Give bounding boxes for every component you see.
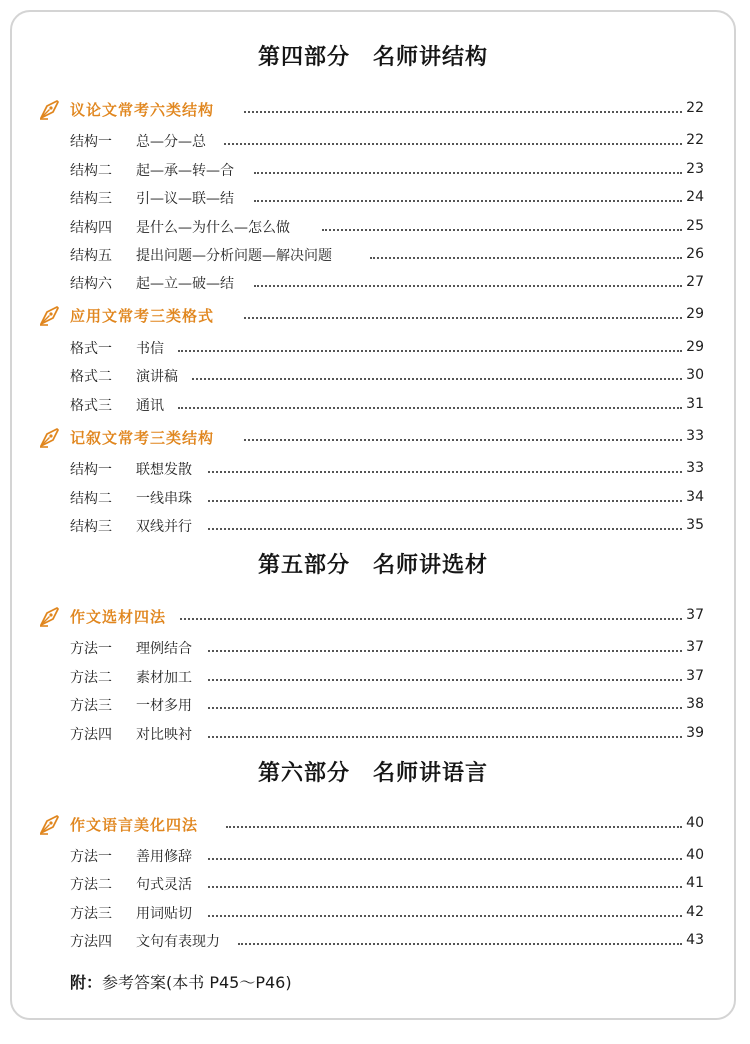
dot-leader bbox=[244, 439, 682, 441]
item-label: 结构一 bbox=[70, 462, 112, 478]
item-title: 素材加工 bbox=[136, 670, 192, 686]
item-label: 方法一 bbox=[70, 849, 112, 865]
toc-item[interactable] bbox=[12, 485, 734, 511]
item-title: 善用修辞 bbox=[136, 849, 192, 865]
pen-nib-icon bbox=[38, 425, 62, 449]
page-number: 40 bbox=[686, 815, 704, 831]
dot-leader bbox=[254, 172, 682, 174]
toc-item[interactable] bbox=[12, 392, 734, 418]
item-title: 演讲稿 bbox=[136, 369, 178, 385]
toc-item[interactable] bbox=[12, 513, 734, 539]
section-label: 应用文常考三类格式 bbox=[70, 307, 215, 325]
toc-item[interactable] bbox=[12, 843, 734, 869]
item-title: 联想发散 bbox=[136, 462, 192, 478]
toc-item[interactable] bbox=[12, 335, 734, 361]
item-label: 方法一 bbox=[70, 641, 112, 657]
item-label: 结构二 bbox=[70, 491, 112, 507]
part-title: 第四部分 名师讲结构 bbox=[257, 45, 488, 70]
toc-item[interactable] bbox=[12, 871, 734, 897]
dot-leader bbox=[208, 500, 682, 502]
toc-item[interactable] bbox=[12, 900, 734, 926]
item-label: 方法二 bbox=[70, 670, 112, 686]
pen-nib-icon bbox=[38, 604, 62, 628]
page-number: 29 bbox=[686, 306, 704, 322]
item-title: 起—立—破—结 bbox=[136, 276, 234, 292]
item-title: 是什么—为什么—怎么做 bbox=[136, 220, 290, 236]
toc-section[interactable] bbox=[12, 424, 734, 450]
item-label: 结构三 bbox=[70, 519, 112, 535]
page-number: 43 bbox=[686, 932, 704, 948]
dot-leader bbox=[178, 350, 682, 352]
dot-leader bbox=[226, 826, 682, 828]
dot-leader bbox=[208, 915, 682, 917]
dot-leader bbox=[208, 707, 682, 709]
appendix-text: 参考答案(本书 P45～P46) bbox=[102, 973, 292, 992]
toc-item[interactable] bbox=[12, 363, 734, 389]
item-label: 格式三 bbox=[70, 398, 112, 414]
page-number: 42 bbox=[686, 904, 704, 920]
page-number: 33 bbox=[686, 428, 704, 444]
toc-section[interactable] bbox=[12, 811, 734, 837]
part-title: 第六部分 名师讲语言 bbox=[257, 761, 488, 786]
dot-leader bbox=[254, 200, 682, 202]
section-label: 记叙文常考三类结构 bbox=[70, 429, 215, 447]
toc-item[interactable] bbox=[12, 456, 734, 482]
item-label: 结构二 bbox=[70, 163, 112, 179]
toc-section[interactable] bbox=[12, 603, 734, 629]
toc-item[interactable] bbox=[12, 128, 734, 154]
toc-item[interactable] bbox=[12, 664, 734, 690]
item-title: 用词贴切 bbox=[136, 906, 192, 922]
appendix-prefix: 附： bbox=[70, 973, 103, 992]
dot-leader bbox=[178, 407, 682, 409]
page-number: 30 bbox=[686, 367, 704, 383]
toc-item[interactable] bbox=[12, 928, 734, 954]
section-label: 作文选材四法 bbox=[70, 608, 167, 626]
item-title: 句式灵活 bbox=[136, 877, 192, 893]
toc-item[interactable] bbox=[12, 185, 734, 211]
page-number: 38 bbox=[686, 696, 704, 712]
pen-nib-icon bbox=[38, 303, 62, 327]
item-title: 书信 bbox=[136, 341, 164, 357]
item-label: 结构五 bbox=[70, 248, 112, 264]
page-number: 41 bbox=[686, 875, 704, 891]
dot-leader bbox=[208, 736, 682, 738]
dot-leader bbox=[322, 229, 682, 231]
page-number: 35 bbox=[686, 517, 704, 533]
toc-item[interactable] bbox=[12, 692, 734, 718]
dot-leader bbox=[370, 257, 682, 259]
item-title: 一材多用 bbox=[136, 698, 192, 714]
item-title: 引—议—联—结 bbox=[136, 191, 234, 207]
item-label: 结构四 bbox=[70, 220, 112, 236]
dot-leader bbox=[208, 650, 682, 652]
dot-leader bbox=[208, 528, 682, 530]
item-label: 结构六 bbox=[70, 276, 112, 292]
item-label: 方法三 bbox=[70, 698, 112, 714]
page-number: 24 bbox=[686, 189, 704, 205]
item-title: 通讯 bbox=[136, 398, 164, 414]
dot-leader bbox=[180, 618, 682, 620]
dot-leader bbox=[208, 471, 682, 473]
toc-item[interactable] bbox=[12, 721, 734, 747]
toc-section[interactable] bbox=[12, 302, 734, 328]
toc-page bbox=[10, 10, 736, 1020]
item-label: 方法四 bbox=[70, 934, 112, 950]
item-title: 提出问题—分析问题—解决问题 bbox=[136, 248, 332, 264]
page-number: 33 bbox=[686, 460, 704, 476]
page-number: 39 bbox=[686, 725, 704, 741]
pen-nib-icon bbox=[38, 812, 62, 836]
item-title: 理例结合 bbox=[136, 641, 192, 657]
item-title: 双线并行 bbox=[136, 519, 192, 535]
item-title: 对比映衬 bbox=[136, 727, 192, 743]
dot-leader bbox=[208, 679, 682, 681]
item-title: 一线串珠 bbox=[136, 491, 192, 507]
toc-item[interactable] bbox=[12, 242, 734, 268]
page-number: 29 bbox=[686, 339, 704, 355]
toc-section[interactable] bbox=[12, 96, 734, 122]
pen-nib-icon bbox=[38, 97, 62, 121]
item-title: 文句有表现力 bbox=[136, 934, 220, 950]
page-number: 34 bbox=[686, 489, 704, 505]
dot-leader bbox=[224, 143, 682, 145]
item-label: 方法二 bbox=[70, 877, 112, 893]
appendix-line[interactable] bbox=[70, 970, 292, 993]
page-number: 37 bbox=[686, 639, 704, 655]
page-number: 37 bbox=[686, 668, 704, 684]
page-number: 22 bbox=[686, 100, 704, 116]
page-number: 40 bbox=[686, 847, 704, 863]
dot-leader bbox=[254, 285, 682, 287]
dot-leader bbox=[244, 111, 682, 113]
page-number: 23 bbox=[686, 161, 704, 177]
item-label: 结构一 bbox=[70, 134, 112, 150]
section-label: 作文语言美化四法 bbox=[70, 816, 199, 834]
toc-item[interactable] bbox=[12, 270, 734, 296]
item-label: 结构三 bbox=[70, 191, 112, 207]
part-title: 第五部分 名师讲选材 bbox=[257, 553, 488, 578]
toc-item[interactable] bbox=[12, 157, 734, 183]
dot-leader bbox=[192, 378, 682, 380]
item-label: 格式一 bbox=[70, 341, 112, 357]
dot-leader bbox=[244, 317, 682, 319]
dot-leader bbox=[208, 886, 682, 888]
item-title: 起—承—转—合 bbox=[136, 163, 234, 179]
dot-leader bbox=[208, 858, 682, 860]
page-number: 25 bbox=[686, 218, 704, 234]
section-label: 议论文常考六类结构 bbox=[70, 101, 215, 119]
page-number: 37 bbox=[686, 607, 704, 623]
item-label: 方法四 bbox=[70, 727, 112, 743]
item-label: 方法三 bbox=[70, 906, 112, 922]
page-number: 31 bbox=[686, 396, 704, 412]
item-title: 总—分—总 bbox=[136, 134, 206, 150]
page-number: 27 bbox=[686, 274, 704, 290]
dot-leader bbox=[238, 943, 682, 945]
page-number: 26 bbox=[686, 246, 704, 262]
item-label: 格式二 bbox=[70, 369, 112, 385]
page-number: 22 bbox=[686, 132, 704, 148]
toc-item[interactable] bbox=[12, 635, 734, 661]
toc-item[interactable] bbox=[12, 214, 734, 240]
